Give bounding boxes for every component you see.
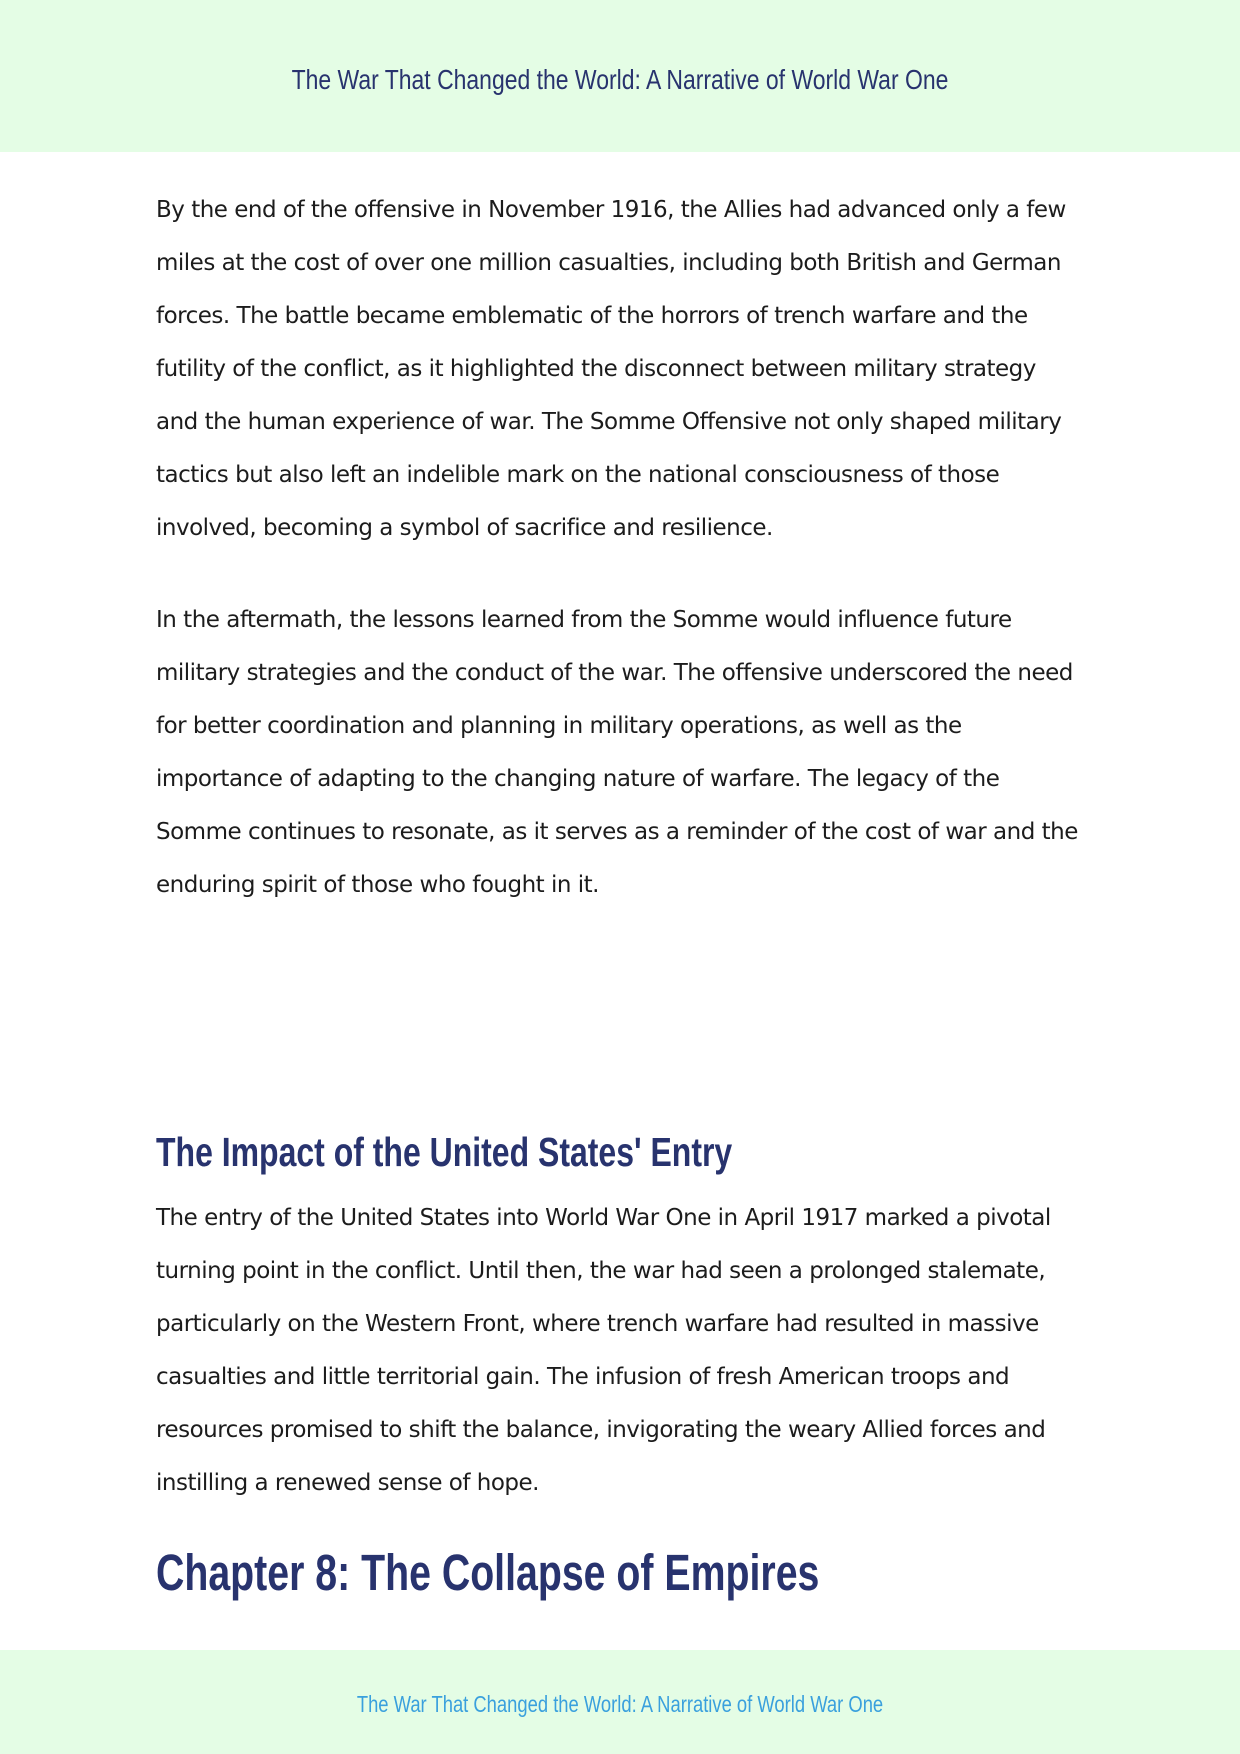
body-paragraph: In the aftermath, the lessons learned from the Somme would influence future military strategies and the conduct of the war. The offensive underscored the need for better coordination and planning in military operations, as well as the importance of adapting to the changing nature of warfare. The legacy of the Somme continues to resonate, as it serves as a reminder of the cost of war and the enduring spirit of those who fought in it. [156, 607, 1078, 898]
running-footer-title: The War That Changed the World: A Narrative of World War One [356, 1691, 884, 1717]
page-footer [0, 1650, 1240, 1754]
chapter-heading: Chapter 8: The Collapse of Empires [156, 1544, 820, 1601]
running-header-title: The War That Changed the World: A Narrative of World War One [291, 64, 949, 95]
page-header [0, 0, 1240, 152]
section-heading: The Impact of the United States' Entry [156, 1129, 733, 1175]
body-paragraph: The entry of the United States into World War One in April 1917 marked a pivotal turning point in the conflict. Until then, the war had seen a prolonged stalemate, particularly on the Western Front, where trench warfare had resulted in massive casualties and little territorial gain. The infusion of fresh American troops and resources promised to shift the balance, invigorating the weary Allied forces and instilling a renewed sense of hope. [156, 1205, 1051, 1496]
body-paragraph: By the end of the offensive in November 1916, the Allies had advanced only a few miles at the cost of over one million casualties, including both British and German forces. The battle became emblematic of the horrors of trench warfare and the futility of the conflict, as it highlighted the disconnect between military strategy and the human experience of war. The Somme Offensive not only shaped military tactics but also left an indelible mark on the national consciousness of those involved, becoming a symbol of sacrifice and resilience. [156, 197, 1066, 541]
